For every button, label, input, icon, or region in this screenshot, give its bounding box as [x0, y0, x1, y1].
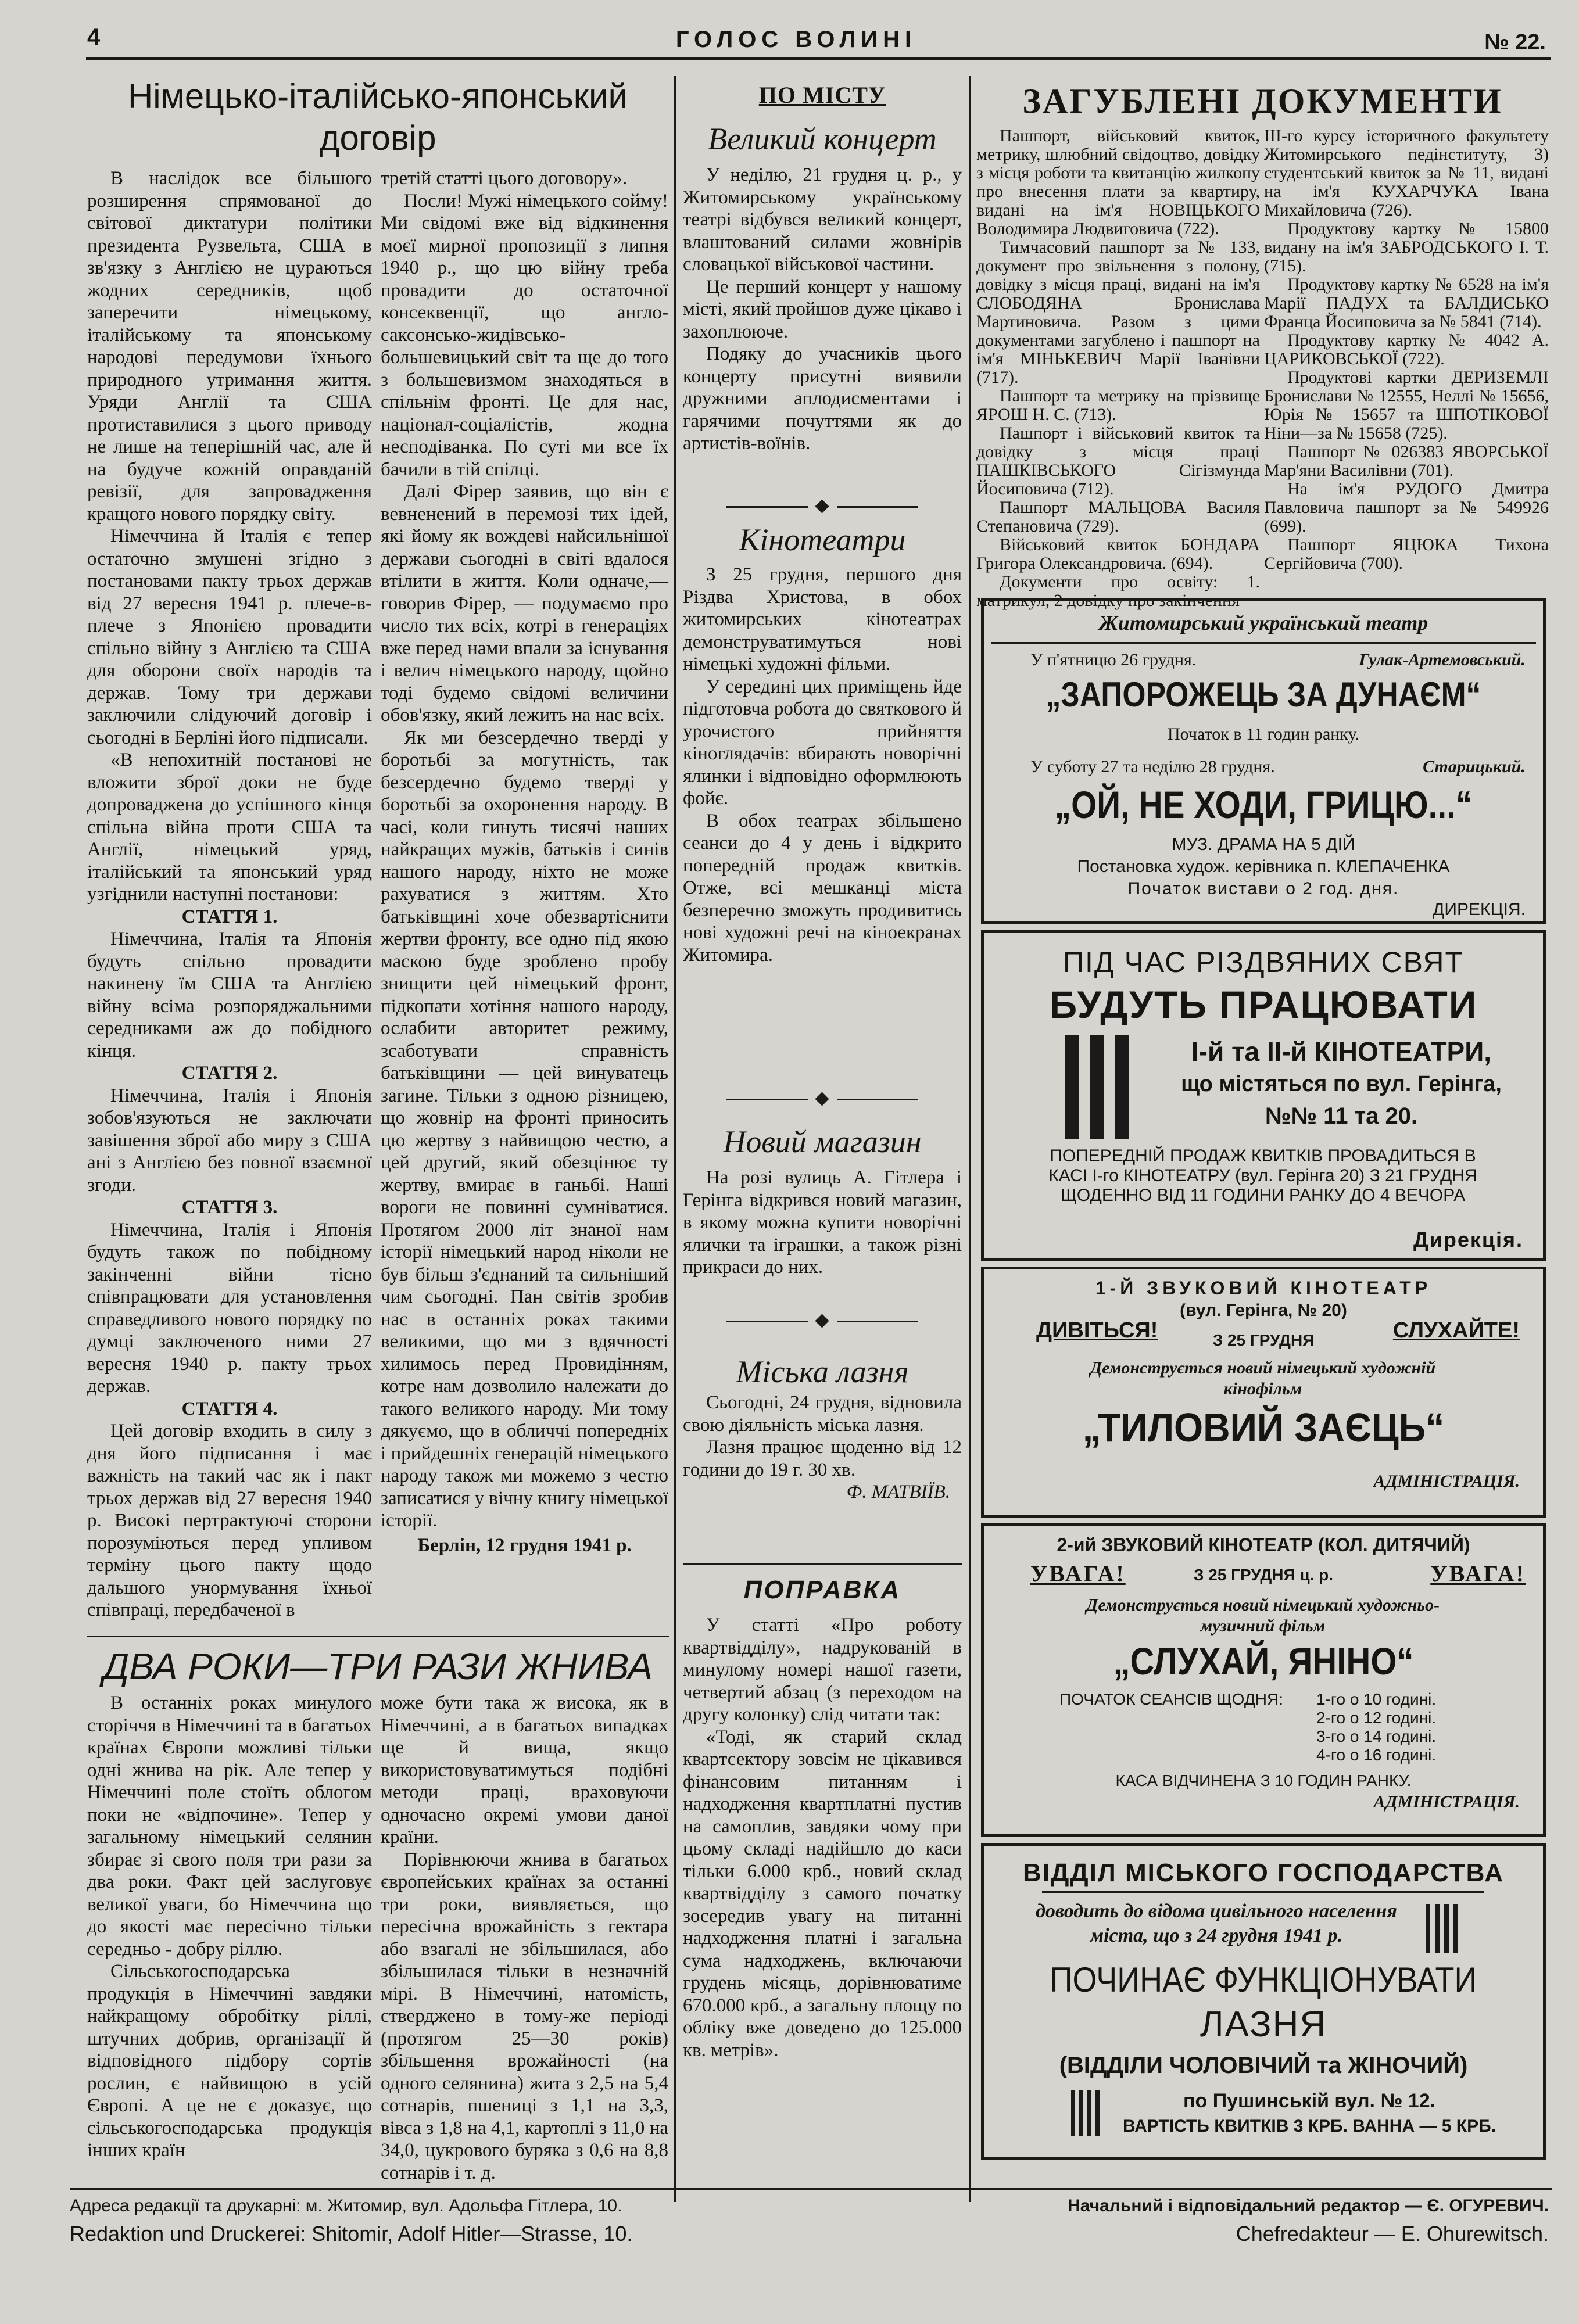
pact-col-b-p1: третій статті цього договору». [381, 168, 628, 189]
article-3-text: Німеччина, Італія і Японія будуть також по побідному закінченні війни тісно співпрацювати для установлення справедливого нового порядку по думці заключеного ними 27 вересня 1940 р. пакту трьох держав. [87, 1219, 372, 1397]
lost-item: Пашпорт і військовий квиток та довідку з місця праці ПАШКІВСЬКОГО Сігізмунда Йосиповича (712). [976, 424, 1260, 498]
bath-news-signature: Ф. МАТВІЇВ. [846, 1482, 950, 1502]
concert-p2: Це перший концерт у нашому місті, який пройшов дуже цікаво і захоплююче. [683, 276, 962, 342]
harvest-headline: ДВА РОКИ—ТРИ РАЗИ ЖНИВА [103, 1645, 653, 1687]
lost-item: Військовий квиток БОНДАРА Григора Олександровича. (694). [976, 535, 1260, 573]
footer-editor-ua: Начальний і відповідальний редактор — Є. ОГУРЕВИЧ. [1068, 2196, 1549, 2215]
lost-item: Пашпорт № 026383 ЯВОРСЬКОЇ Мар'яни Василівни (701). [1264, 442, 1549, 480]
cinema-2-cash-hours: КАСА ВІДЧИНЕНА З 10 ГОДИН РАНКУ. [1115, 1771, 1412, 1789]
article-4-title: СТАТТЯ 4. [181, 1398, 278, 1419]
concert-p1: У неділю, 21 грудня ц. р., у Житомирському українському театрі відбувся великий концерт, влаштований силами жовнірів словацької військової частини. [683, 164, 962, 275]
pact-dateline: Берлін, 12 грудня 1941 р. [417, 1534, 632, 1556]
holiday-line-1: ПІД ЧАС РІЗДВЯНИХ СВЯТ [1063, 946, 1464, 978]
lost-item: Тимчасовий пашпорт за № 133, документ про звільнення з полону, довідку з місця праці, видані на ім'я СЛОБОДЯНА Бронислава Мартиновича. Разом з цими документами загублено і пашпорт на ім'я МІНЬКЕВИЧ Марії Іванівни (717). [976, 238, 1260, 387]
article-4-text: Цей договір входить в силу з дня його підписання і має важність на такий час як і пакт трьох держав від 27 вересня 1940 р. Високі пертрактуючі сторони порозуміються перед упливом терміну цього пакту щодо дальшого унормування їхньої співпраці, передбаченої в [87, 1421, 372, 1620]
cinema-1-signature: АДМІНІСТРАЦІЯ. [1373, 1472, 1520, 1491]
cinema-2-session-4: 4-го о 16 годині. [1316, 1746, 1437, 1764]
theatre-date-1: У п'ятницю 26 грудня. [1030, 650, 1197, 669]
cinema-2-film-title: „СЛУХАЙ, ЯНІНО“ [1113, 1640, 1414, 1683]
masthead-rule [86, 57, 1551, 60]
cinema-1-ad [981, 1267, 1546, 1518]
correction-top-rule [683, 1563, 962, 1565]
lost-item: Пашпорт, військовий квиток, метрику, шлюбний свідоцтво, довідку з місця роботи та квитанцію жилкопу про внесення плати за квартиру, видані на ім'я НОВІЦЬКОГО Володимира Людвиговича (722). [976, 126, 1260, 238]
separator-diamond [726, 500, 918, 514]
cinema-1-header: 1-Й ЗВУКОВИЙ КІНОТЕАТР [1095, 1278, 1432, 1299]
theatre-ad-rule [991, 642, 1536, 644]
correction-text [683, 1614, 962, 2061]
bathhouse-address: по Пушинській вул. № 12. [1183, 2090, 1436, 2112]
lost-item: Пашпорт ЯЦЮКА Тихона Сергійовича (700). [1264, 535, 1549, 573]
holiday-cinemas-ad [981, 930, 1546, 1261]
theatre-author-2: Старицький. [1423, 757, 1526, 776]
cinema-2-session-3: 3-го о 14 годині. [1316, 1727, 1437, 1745]
cinema-2-session-1: 1-го о 10 годині. [1316, 1690, 1437, 1708]
column-divider-1 [674, 76, 676, 2202]
pact-col-b-p3: Далі Фірер заявив, що він є вевненений в перемозі тих ідей, які йому як вождеві найсильнішої держави сьогодні в світі вдалося втілити в життя. Коли одначе,—говорив Фірер, — подумаємо про число тих всіх, котрі в генераціях вже перед нами впали за існування і велич німецького народу, щойно тоді будемо свідомі величини обов'язку, який лежить на нас всіх. [381, 481, 668, 726]
lost-item: Документи про освіту: 1. матрикул, 2 довідку про закінчення [976, 572, 1260, 610]
footer-address-de: Redaktion und Druckerei: Shitomir, Adolf Hitler—Strasse, 10. [70, 2222, 633, 2246]
footer-address-ua: Адреса редакції та друкарні: м. Житомир, вул. Адольфа Гітлера, 10. [70, 2196, 622, 2215]
pact-para-3: «В непохитній постанові не вложити зброї доки не буде допроваджена до успішного кінця спільна війна проти США та Англії, німецький уряд, італійський та японський уряд узгіднили наступні постанови: [87, 749, 372, 905]
correction-title: ПОПРАВКА [743, 1576, 901, 1604]
lost-item: Пашпорт та метрику на прізвище ЯРОШ Н. С. (713). [976, 386, 1260, 424]
lost-item: Продуктову картку № 15800 видану на ім'я ЗАБРОДСЬКОГО І. Т. (715). [1264, 219, 1549, 275]
theatre-date-2: У суботу 27 та неділю 28 грудня. [1030, 757, 1275, 776]
masthead: ГОЛОС ВОЛИНІ [675, 27, 917, 52]
cinema-1-date: З 25 ГРУДНЯ [1212, 1331, 1315, 1349]
footer-editor-de: Chefredakteur — E. Ohurewitsch. [1236, 2222, 1549, 2246]
article-2-title: СТАТТЯ 2. [181, 1063, 278, 1084]
column-divider-2 [969, 76, 971, 2202]
lost-documents-col-b [1264, 127, 1549, 573]
cinema-news-p1: З 25 грудня, першого дня Різдва Христова, в обох житомирських кінотеатрах демонструватимуться нові німецькі художні фільми. [683, 564, 962, 675]
cinema-2-left-callout: УВАГА! [1030, 1561, 1126, 1587]
city-section-title: ПО МІСТУ [758, 82, 886, 108]
bathhouse-big-line-1: ПОЧИНАЄ ФУНКЦІОНУВАТИ [1050, 1960, 1477, 1999]
harvest-a2: Сільськогосподарська продукція в Німеччині завдяки найкращому обробітку ріллі, штучних добрив, організації й відповідного підбору сортів рослин, є найвищою в усій Європі. А це не є доказує, що сільськогосподарська продукція інших країн [87, 1961, 372, 2161]
bath-news-title: Міська лазня [736, 1354, 909, 1389]
cinema-1-address: (вул. Герінга, № 20) [1180, 1301, 1347, 1320]
bath-news-p2: Лазня працює щоденно від 12 години до 19 г. 30 хв. [683, 1437, 962, 1480]
pact-para-2: Німеччина й Італія є тепер остаточно змушені згідно з постановами пакту трьох держав від 27 вересня 1941 р. плече-в-плече з Японією провадити спільно війну з Англією та США для оборони своїх народів та держав. Тому три держави заключили слідуючий договір і сьогодні в Берліні його підписали. [87, 526, 372, 748]
pact-intro: В наслідок все більшого розширення спрямованої до світової диктатури політики президента Рузвельта, США в зв'язку з Англією не цураються жодних середників, щоб заперечити німецькому, італійському та японському народові передумови їхнього природного утримання життя. Уряди Англії та США протиставилися з цього приводу не лише на теперішній час, але й на будуче кожній оправданій ревізії, для запровадження кращого нового порядку світу. [87, 168, 372, 525]
grid-ornament-icon [1071, 2090, 1100, 2136]
pact-article-col-a [87, 167, 372, 1622]
theatre-genre-2: МУЗ. ДРАМА НА 5 ДІЙ [1172, 835, 1355, 854]
issue-number: № 22. [1484, 30, 1546, 55]
cinema-1-film-title: „ТИЛОВИЙ ЗАЄЦЬ“ [1082, 1405, 1445, 1450]
lost-item: Продуктові картки ДЕРИЗЕМЛІ Бронислави № 12555, Неллі № 15656, Юрія № 15657 та ШПОТІКОВОЇ Ніни—за № 15658 (725). [1264, 368, 1549, 443]
cinema-2-signature: АДМІНІСТРАЦІЯ. [1373, 1792, 1520, 1812]
cinema-news-title: Кінотеатри [739, 522, 906, 557]
correction-p1: У статті «Про роботу квартвідділу», надрукованій в минулому номері нашої газети, четвертий абзац (з переходом на другу колонку) слід читати так: [683, 1615, 962, 1725]
harvest-top-rule [87, 1636, 669, 1637]
theatre-ad-header: Житомирський український театр [1098, 611, 1428, 634]
bath-news-text [683, 1391, 962, 1504]
holiday-signature: Дирекція. [1413, 1228, 1523, 1251]
cinema-news-p2: У середині цих приміщень йде підготовча робота до святкового й урочистого прийняття кіноглядачів: вбирають новорічні ялинки і відповідно оформлюють фойє. [683, 676, 962, 809]
bathhouse-header: ВІДДІЛ МІСЬКОГО ГОСПОДАРСТВА [1022, 1859, 1505, 1887]
harvest-b1: може бути така ж висока, як в Німеччині, а в багатьох випадках ще й вища, якщо використовуватимуться подібні методи праці, враховуючи одночасно окремі умови даної країни. [381, 1692, 668, 1848]
holiday-line-3: І-й та ІІ-й КІНОТЕАТРИ, [1191, 1037, 1492, 1067]
bath-news-p1: Сьогодні, 24 грудня, відновила свою діяльність міська лазня. [683, 1392, 962, 1436]
bathhouse-ad [981, 1843, 1546, 2160]
lost-item: ІІІ-го курсу історичного факультету Житомирського педінституту, 3) студентський квиток за № 11, видані на ім'я КУХАРЧУКА Івана Михайловича (726). [1264, 126, 1549, 220]
shop-title: Новий магазин [723, 1124, 922, 1159]
cinema-2-date: З 25 ГРУДНЯ ц. р. [1193, 1566, 1334, 1584]
pact-col-b-p4: Як ми безсердечно тверді у боротьбі за могутність, так безсердечно будемо тверді у боротьбі за охоронення народу. В часі, коли гинуть тисячі наших найкращих мужів, батьків і синів нашого народу, ніхто не може рахуватися з життям. Хто батьківщині хоче обезвартіснити жертви фронту, все одно під якою маскою буде зроблено пробу знищити цей німецький фронт, підкопати хотіння нашого народу, ослабити авторитет режиму, зсаботувати справність батьківщини — цей винуватець загине. Тільки з одною різницею, що жовнір на фронті приносить цю жертву з найвищою честю, а цей другий, який обезцінює ту жертву, вмирає в ганьбі. Наші вороги не повинні сумніватися. Протягом 2000 літ знаної нам історії німецький народ ніколи не був більш з'єднаний та сильніший чим сьогодні. Пан світів зробив нас в останніх роках такими великими, що ми з вдячності хилимось перед Провидінням, котре нам дозволило належати до такого великого народу. Ми тому дякуємо, що в обличчі попередніх і прийдешніх генерацій німецького народу також ми можемо з честю записатися у вічну книгу німецької історії. [381, 727, 668, 1531]
cinema-2-session-2: 2-го о 12 годині. [1316, 1709, 1437, 1727]
harvest-col-a [87, 1692, 372, 2162]
pact-col-b-p2: Посли! Мужі німецького сойму! Ми свідомі вже від відкинення моєї мирної пропозиції з липня 1940 р., що цю війну треба провадити до остаточної консеквенції, що англо-саксонсько-жидівсько-большевицький світ та ще до того з большевизмом знаходяться в спільнім фронті. Це для нас, націонал-соціалістів, жодна несподіванка. По суті ми все їх бачили в тій спілці. [381, 190, 668, 480]
cinema-2-ad [981, 1523, 1546, 1837]
bathhouse-notice: доводить до відома цивільного населення міста, що з 24 грудня 1941 р. [1036, 1900, 1397, 1946]
lost-item: Пашпорт МАЛЬЦОВА Василя Степановича (729). [976, 498, 1260, 536]
bathhouse-prices: ВАРТІСТЬ КВИТКІВ 3 КРБ. ВАННА — 5 КРБ. [1122, 2117, 1496, 2136]
concert-title: Великий концерт [708, 121, 937, 156]
holiday-line-6: ПОПЕРЕДНІЙ ПРОДАЖ КВИТКІВ ПРОВАДИТЬСЯ В КАСІ І-го КІНОТЕАТРУ (вул. Герінга 20) З 21 ГРУДНЯ ЩОДЕННО ВІД 11 ГОДИНИ РАНКУ ДО 4 ВЕЧОРА [1048, 1146, 1477, 1205]
article-2-text: Німеччина, Італія і Японія зобов'язуються не заключати завішення зброї або миру з США ані з Англією без повної взаємної згоди. [87, 1085, 372, 1196]
cinema-2-header: 2-ий ЗВУКОВИЙ КІНОТЕАТР (КОЛ. ДИТЯЧИЙ) [1057, 1534, 1470, 1555]
harvest-b2: Порівнюючи жнива в багатьох європейських країнах за останні три роки, виявляється, що пересічна врожайність з гектара або взагалі не збільшилася, або збільшилася тільки в незначній мірі. В Німеччині, натомість, стверджено в тому-же періоді (протягом 25—30 років) збільшення врожайності (на одного селянина) жита з 2,5 на 5,4 сотнарів, пшениці з 1,1 на 3,3, вівса з 1,8 на 4,1, картоплі з 11,0 на 34,0, цукрового буряка з 0,6 на 8,8 сотнарів і т. д. [381, 1849, 668, 2183]
correction-p2: «Тоді, як старий склад квартсектору зовсім не цікавився фінансовим питанням і надходження квартплатні пустив на самоплив, завдяки чому при цьому складі надійшло до каси тільки 6.000 крб., новий склад квартвідділу з самого початку зосередив увагу на питанні надходження платні і загальна сума надходжень, включаючи грудень місяць, дорівнюватиме 670.000 крб., а загальну площу по обліку вже доведено до 125.000 кв. метрів». [683, 1726, 962, 2061]
cinema-news-p3: В обох театрах збільшено сеанси до 4 у день і відкрито попередній продаж квитків. Отже, всі мешканці міста безперечно зможуть продивитись нові художні речі на кіноекранах Житомира. [683, 810, 962, 966]
separator-diamond [726, 1314, 918, 1328]
separator-diamond [726, 1092, 918, 1106]
theatre-ad [981, 598, 1546, 924]
pact-headline: Німецько-італійсько-японський договір [127, 77, 628, 157]
page-number: 4 [87, 24, 101, 50]
shop-text [683, 1167, 962, 1279]
lost-item: Продуктову картку № 6528 на ім'я Марії ПАДУХ та БАЛДИСЬКО Франца Йосиповича за № 5841 (714). [1264, 275, 1549, 331]
bathhouse-rule [1042, 1891, 1484, 1893]
cinema-2-right-callout: УВАГА! [1430, 1561, 1526, 1587]
article-1-title: СТАТТЯ 1. [181, 906, 278, 927]
cinema-1-right-callout: СЛУХАЙТЕ! [1392, 1318, 1520, 1343]
shop-p1: На розі вулиць А. Гітлера і Герінга відкрився новий магазин, в якому можна купити новорічні ялички та іграшки, а також різні прикраси до них. [683, 1167, 962, 1278]
cinema-2-description: Демонструється новий німецький художньо-музичний фільм [1086, 1595, 1440, 1636]
theatre-author-1: Гулак-Артемовський. [1359, 650, 1526, 669]
concert-text [683, 164, 962, 455]
cinema-1-description: Демонструється новий німецький художній кінофільм [1090, 1358, 1436, 1398]
cinema-news-text [683, 564, 962, 966]
holiday-line-2: БУДУТЬ ПРАЦЮВАТИ [1049, 983, 1478, 1026]
theatre-staging: Постановка худож. керівника п. КЛЕПАЧЕНКА [1077, 857, 1450, 876]
holiday-line-5: №№ 11 та 20. [1265, 1103, 1418, 1129]
holiday-line-4: що містяться по вул. Герінга, [1181, 1072, 1502, 1096]
lost-documents-col-a [976, 127, 1260, 610]
theatre-play-2: „ОЙ, НЕ ХОДИ, ГРИЦЮ...“ [1054, 783, 1473, 826]
harvest-a1: В останніх роках минулого сторіччя в Німеччині та в багатьох країнах Європи можливі тільки одні жнива на рік. Але тепер у Німеччині поле стоїть облогом поки не «відпочине». Тепер у загальному німецький селянин збирає зі свого поля три рази за два роки. Факт цей заслуговує великої уваги, бо Німеччина що до якості має пересічно тільки середньо - добру ріллю. [87, 1692, 372, 1960]
film-strip-icon [1065, 1035, 1129, 1139]
footer-rule [70, 2188, 1552, 2190]
lost-item: На ім'я РУДОГО Дмитра Павловича пашпорт за № 549926 (699). [1264, 479, 1549, 536]
article-1-text: Німеччина, Італія та Японія будуть спільно провадити накинену їм США та Англією війну всіма розпоряджальними середниками аж до побідного кінця. [87, 928, 372, 1061]
theatre-signature: ДИРЕКЦІЯ. [1433, 900, 1526, 919]
lost-item: Продуктову картку № 4042 А. ЦАРИКОВСЬКОЇ (722). [1264, 331, 1549, 368]
cinema-1-left-callout: ДИВІТЬСЯ! [1036, 1318, 1158, 1343]
cinema-2-sessions-label: ПОЧАТОК СЕАНСІВ ЩОДНЯ: [1059, 1690, 1283, 1708]
theatre-play-1: „ЗАПОРОЖЕЦЬ ЗА ДУНАЄМ“ [1045, 675, 1481, 714]
bathhouse-big-line-2: ЛАЗНЯ [1200, 2004, 1327, 2045]
theatre-time-2: Початок вистави о 2 год. дня. [1127, 879, 1399, 898]
bathhouse-departments: (ВІДДІЛИ ЧОЛОВІЧИЙ та ЖІНОЧИЙ) [1059, 2053, 1468, 2078]
lost-documents-title: ЗАГУБЛЕНІ ДОКУМЕНТИ [1022, 82, 1503, 120]
article-3-title: СТАТТЯ 3. [181, 1197, 278, 1218]
harvest-col-b [381, 1692, 668, 2184]
pact-article-col-b [381, 167, 668, 1556]
concert-p3: Подяку до учасників цього концерту присутні виявили дружними аплодисментами і гарячими почуттями як до артистів-воїнів. [683, 343, 962, 454]
grid-ornament-icon [1426, 1904, 1460, 1953]
theatre-time-1: Початок в 11 годин ранку. [1168, 725, 1359, 744]
